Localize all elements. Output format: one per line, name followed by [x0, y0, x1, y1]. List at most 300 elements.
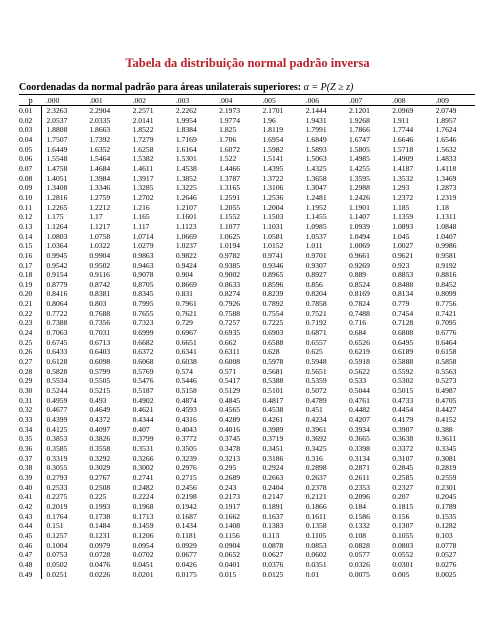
table-cell: 1.0669: [175, 231, 197, 241]
table-cell: 1.293: [392, 183, 410, 193]
table-cell: 1.0803: [46, 231, 68, 241]
table-cell: 1.7279: [132, 134, 154, 144]
table-cell: 0.0778: [435, 540, 457, 550]
table-cell: 0.8274: [219, 289, 241, 299]
table-cell: 0.1332: [349, 521, 370, 531]
table-row: [19, 145, 475, 155]
table-cell: 0.8853: [392, 270, 414, 280]
table-cell: 0.4538: [262, 405, 284, 415]
table-cell: 1.9268: [349, 115, 370, 125]
table-cell: 2.2262: [175, 106, 197, 115]
table-cell: 1.3285: [132, 183, 154, 193]
table-cell: 0.388: [435, 424, 453, 434]
table-cell: 1.185: [392, 202, 410, 212]
table-cell: 0.5592: [392, 366, 414, 376]
table-cell: 0.4761: [349, 395, 370, 405]
table-cell: 0.2585: [392, 472, 414, 482]
table-cell: 1.1123: [175, 221, 197, 231]
table-cell: 1.2873: [435, 183, 457, 193]
table-cell: 1.216: [132, 202, 150, 212]
table-cell: 0.407: [132, 424, 150, 434]
row-p-value: 0.21: [19, 299, 42, 309]
table-cell: 0.1535: [435, 511, 457, 521]
table-cell: 2.1701: [262, 106, 284, 115]
table-cell: 0.1815: [392, 501, 414, 511]
row-p-value: 0.17: [19, 261, 42, 271]
table-row: [19, 512, 475, 522]
row-p-value: 0.11: [19, 203, 42, 213]
table-cell: 0.1206: [132, 530, 154, 540]
table-cell: 0.2327: [392, 482, 414, 492]
table-cell: 0.0401: [219, 559, 241, 569]
row-p-value: 0.23: [19, 318, 42, 328]
table-cell: 0.4427: [435, 405, 457, 415]
table-cell: 0.108: [349, 530, 367, 540]
table-body: [19, 106, 475, 580]
table-cell: 0.0753: [46, 550, 68, 560]
table-cell: 0.5563: [435, 366, 457, 376]
table-cell: 1.6164: [175, 144, 197, 154]
table-cell: 0.3029: [89, 463, 111, 473]
table-cell: 0.716: [349, 318, 367, 328]
table-cell: 0.7655: [132, 308, 154, 318]
table-cell: 0.571: [219, 366, 237, 376]
table-cell: 0.9192: [435, 260, 457, 270]
table-cell: 1.9954: [175, 115, 197, 125]
row-p-value: 0.37: [19, 454, 42, 464]
row-p-value: 0.22: [19, 309, 42, 319]
table-cell: 1.1952: [305, 202, 327, 212]
table-cell: 0.9542: [46, 260, 68, 270]
table-cell: 1.6747: [349, 134, 370, 144]
table-cell: 0.5799: [89, 366, 111, 376]
table-cell: 0.1764: [46, 511, 68, 521]
row-p-value: 0.28: [19, 367, 42, 377]
table-row: [19, 521, 475, 531]
table-cell: 2.1973: [219, 106, 241, 115]
table-cell: 0.3055: [46, 463, 68, 473]
table-cell: 0.2637: [305, 472, 327, 482]
table-cell: 0.7961: [175, 299, 197, 309]
table-cell: 0.1307: [392, 521, 414, 531]
table-cell: 0.2301: [435, 482, 457, 492]
table-cell: 1.5632: [435, 144, 457, 154]
table-cell: 1.3532: [392, 173, 414, 183]
table-cell: 0.5129: [219, 386, 241, 396]
table-cell: 0.1866: [305, 501, 327, 511]
table-cell: 1.0194: [219, 241, 241, 251]
row-p-value: 0.06: [19, 154, 42, 164]
table-cell: 0.0276: [435, 559, 457, 569]
table-cell: 0.4705: [435, 395, 457, 405]
table-row: [19, 299, 475, 309]
table-cell: 0.6464: [435, 337, 457, 347]
table-cell: 1.6646: [392, 134, 414, 144]
table-cell: 2.1201: [349, 106, 370, 115]
table-cell: 1.4538: [175, 163, 197, 173]
table-cell: 0.3451: [262, 443, 284, 453]
table-cell: 1.96: [262, 115, 276, 125]
table-cell: 0.4902: [132, 395, 154, 405]
table-cell: 0.779: [392, 299, 410, 309]
table-cell: 1.0714: [132, 231, 154, 241]
table-cell: 1.4684: [89, 163, 111, 173]
table-cell: 1.4611: [132, 163, 154, 173]
table-cell: 1.8384: [175, 125, 197, 135]
table-cell: 0.1408: [219, 521, 241, 531]
table-cell: 1.4466: [219, 163, 241, 173]
table-cell: 0.1282: [435, 521, 457, 531]
table-cell: 1.2372: [392, 192, 414, 202]
row-p-value: 0.07: [19, 164, 42, 174]
table-cell: 0.9986: [435, 241, 457, 251]
table-cell: 0.0075: [349, 569, 370, 579]
table-row: [19, 492, 475, 502]
table-row: [19, 367, 475, 377]
table-cell: 0.1662: [219, 511, 241, 521]
table-cell: 0.2482: [132, 482, 154, 492]
table-cell: 1.2988: [349, 183, 370, 193]
table-cell: 0.8488: [392, 279, 414, 289]
table-cell: 0.803: [89, 299, 107, 309]
table-cell: 0.5015: [392, 386, 414, 396]
table-cell: 1.2816: [46, 192, 68, 202]
table-cell: 0.7995: [132, 299, 154, 309]
table-cell: 0.0301: [392, 559, 414, 569]
table-cell: 0.7621: [175, 308, 197, 318]
table-cell: 0.295: [219, 463, 237, 473]
table-row: [19, 251, 475, 261]
table-cell: 0.8064: [46, 299, 68, 309]
table-cell: 0.6651: [175, 337, 197, 347]
table-cell: 0.9424: [175, 260, 197, 270]
table-cell: 0.6158: [435, 347, 457, 357]
table-cell: 0.9822: [175, 250, 197, 260]
table-cell: 0.3638: [392, 434, 414, 444]
table-cell: 0.4179: [392, 415, 414, 424]
table-cell: 0.207: [392, 492, 410, 502]
row-p-value: 0.34: [19, 425, 42, 435]
table-cell: 0.1611: [305, 511, 327, 521]
table-cell: 0.243: [219, 482, 237, 492]
table-cell: 0.225: [89, 492, 107, 502]
table-cell: 0.7554: [262, 308, 284, 318]
table-row: [19, 541, 475, 551]
table-cell: 0.1789: [435, 501, 457, 511]
table-cell: 1.1552: [219, 212, 241, 222]
table-cell: 1.2212: [89, 202, 111, 212]
table-cell: 0.3239: [175, 453, 197, 463]
table-cell: 0.9904: [89, 250, 111, 260]
table-cell: 0.3134: [349, 453, 370, 463]
table-cell: 0.1637: [262, 511, 284, 521]
table-cell: 0.7688: [89, 308, 111, 318]
table-cell: 0.0627: [262, 550, 284, 560]
table-cell: 0.0326: [349, 559, 370, 569]
page-title: Tabela da distribuição normal padrão inversa: [125, 56, 370, 70]
table-cell: 0.5978: [262, 357, 284, 367]
table-cell: 1.3658: [305, 173, 327, 183]
table-cell: 0.1181: [175, 530, 197, 540]
table-cell: 0.0476: [89, 559, 111, 569]
table-cell: 1.8522: [132, 125, 154, 135]
table-cell: 0.1459: [132, 521, 154, 531]
table-cell: 0.2533: [46, 482, 68, 492]
table-cell: 1.5548: [46, 154, 68, 164]
table-row: [19, 222, 475, 232]
table-cell: 0.5858: [435, 357, 457, 367]
table-cell: 0.0929: [175, 540, 197, 550]
table-cell: 0.0904: [219, 540, 241, 550]
row-p-value: 0.49: [19, 570, 42, 580]
table-cell: 0.4344: [132, 415, 154, 424]
table-cell: 0.0979: [89, 540, 111, 550]
table-cell: 0.3398: [349, 443, 370, 453]
table-cell: 0.9346: [262, 260, 284, 270]
table-cell: 0.0175: [175, 569, 197, 579]
table-cell: 1.4985: [349, 154, 370, 164]
row-p-value: 0.43: [19, 512, 42, 522]
table-cell: 0.4677: [46, 405, 68, 415]
table-cell: 1.1077: [219, 221, 241, 231]
table-cell: 1.0069: [349, 241, 370, 251]
table-cell: 0.3081: [435, 453, 457, 463]
table-cell: 0.103: [435, 530, 453, 540]
table-header: [19, 95, 475, 106]
table-cell: 0.2224: [132, 492, 154, 502]
table-cell: 0.6219: [349, 347, 370, 357]
table-cell: 0.5388: [262, 376, 284, 386]
table-cell: 1.2004: [262, 202, 284, 212]
table-cell: 0.8633: [219, 279, 241, 289]
table-cell: 0.8239: [262, 289, 284, 299]
table-cell: 0.8345: [132, 289, 154, 299]
table-cell: 0.4987: [435, 386, 457, 396]
table-cell: 1.4187: [392, 163, 414, 173]
table-cell: 0.3585: [46, 443, 68, 453]
table-cell: 1.4118: [435, 163, 457, 173]
table-cell: 0.7421: [435, 308, 457, 318]
row-p-value: 0.01: [19, 106, 42, 116]
table-cell: 0.6341: [175, 347, 197, 357]
table-cell: 0.4649: [89, 405, 111, 415]
table-cell: 0.9782: [219, 250, 241, 260]
table-cell: 0.5215: [89, 386, 111, 396]
table-cell: 0.574: [175, 366, 193, 376]
table-cell: 0.9078: [132, 270, 154, 280]
row-p-value: 0.35: [19, 434, 42, 444]
column-header: .007: [345, 95, 388, 106]
table-cell: 0.3853: [46, 434, 68, 444]
table-cell: 0.7031: [89, 328, 111, 338]
row-p-value: 0.45: [19, 531, 42, 541]
table-cell: 0.9581: [435, 250, 457, 260]
table-row: [19, 434, 475, 444]
table-cell: 1.8957: [435, 115, 457, 125]
row-p-value: 0.31: [19, 396, 42, 406]
table-cell: 0.1358: [305, 521, 327, 531]
table-cell: 2.2571: [132, 106, 154, 115]
table-row: [19, 232, 475, 242]
table-row: [19, 106, 475, 116]
table-cell: 1.1359: [392, 212, 414, 222]
row-p-value: 0.24: [19, 328, 42, 338]
table-cell: 0.7095: [435, 318, 457, 328]
table-cell: 0.923: [392, 260, 410, 270]
table-cell: 0.4565: [219, 405, 241, 415]
table-cell: 0.6311: [219, 347, 240, 357]
table-cell: 1.3852: [175, 173, 197, 183]
table-cell: 1.7169: [175, 134, 197, 144]
table-row: [19, 241, 475, 251]
table-cell: 0.1004: [46, 540, 68, 550]
table-cell: 1.8808: [46, 125, 68, 135]
table-cell: 0.0451: [132, 559, 154, 569]
row-p-value: 0.13: [19, 222, 42, 232]
table-cell: 0.8169: [349, 289, 370, 299]
table-cell: 0.8965: [262, 270, 284, 280]
table-row: [19, 550, 475, 560]
table-row: [19, 444, 475, 454]
row-p-value: 0.02: [19, 116, 42, 126]
table-cell: 0.8452: [435, 279, 457, 289]
table-cell: 0.6038: [175, 357, 197, 367]
row-p-value: 0.16: [19, 251, 42, 261]
table-cell: 1.7392: [89, 134, 111, 144]
table-cell: 0.533: [349, 376, 367, 386]
table-cell: 0.6999: [132, 328, 154, 338]
table-cell: 0.6967: [175, 328, 197, 338]
alpha-formula: α = P(Z ≥ z): [303, 82, 354, 93]
row-p-value: 0.39: [19, 473, 42, 483]
table-cell: 0.6403: [89, 347, 111, 357]
table-cell: 1.706: [219, 134, 237, 144]
row-p-value: 0.27: [19, 357, 42, 367]
table-row: [19, 405, 475, 415]
table-cell: 0.113: [262, 530, 280, 540]
inverse-normal-table: [19, 94, 475, 579]
table-cell: 0.1055: [392, 530, 414, 540]
table-cell: 0.6128: [46, 357, 68, 367]
table-cell: 0.9002: [219, 270, 241, 280]
table-cell: 0.5769: [132, 366, 154, 376]
table-cell: 0.8416: [46, 289, 68, 299]
table-cell: 0.7521: [305, 308, 327, 318]
row-p-value: 0.08: [19, 174, 42, 184]
table-cell: 1.4051: [46, 173, 68, 183]
row-p-value: 0.46: [19, 541, 42, 551]
column-header: .000: [42, 95, 85, 106]
table-cell: 0.3719: [262, 434, 284, 444]
table-cell: 2.0537: [46, 115, 68, 125]
table-cell: 0.3186: [262, 453, 284, 463]
table-row: [19, 338, 475, 348]
table-row: [19, 376, 475, 386]
table-cell: 0.0025: [435, 569, 457, 579]
table-cell: 1.4833: [435, 154, 457, 164]
table-cell: 0.9269: [349, 260, 370, 270]
table-cell: 1.0581: [262, 231, 284, 241]
header-p: p: [19, 95, 42, 106]
column-header: .004: [215, 95, 258, 106]
table-cell: 0.4593: [175, 405, 197, 415]
table-cell: 1.1455: [305, 212, 327, 222]
table-cell: 2.2904: [89, 106, 111, 115]
table-cell: 0.8779: [46, 279, 68, 289]
table-cell: 0.5948: [305, 357, 327, 367]
table-row: [19, 357, 475, 367]
row-p-value: 0.12: [19, 212, 42, 222]
table-cell: 1.0027: [392, 241, 414, 251]
table-row: [19, 570, 475, 580]
table-row: [19, 183, 475, 193]
table-cell: 2.0969: [392, 106, 414, 115]
table-cell: 0.0652: [219, 550, 241, 560]
table-cell: 0.005: [392, 569, 410, 579]
row-p-value: 0.30: [19, 386, 42, 396]
row-p-value: 0.18: [19, 270, 42, 280]
table-cell: 0.3213: [219, 453, 241, 463]
table-cell: 0.0125: [262, 569, 284, 579]
column-header: .006: [302, 95, 345, 106]
table-cell: 0.7454: [392, 308, 414, 318]
table-cell: 0.9863: [132, 250, 154, 260]
table-cell: 0.2456: [175, 482, 197, 492]
table-cell: 0.2741: [132, 472, 154, 482]
table-cell: 0.8524: [349, 279, 370, 289]
table-cell: 0.9116: [89, 270, 110, 280]
table-cell: 1.5063: [305, 154, 327, 164]
table-cell: 0.7926: [219, 299, 241, 309]
table-cell: 1.5301: [175, 154, 197, 164]
table-cell: 0.3665: [349, 434, 370, 444]
table-cell: 0.4817: [262, 395, 284, 405]
row-p-value: 0.25: [19, 338, 42, 348]
table-cell: 2.0749: [435, 106, 457, 115]
table-row: [19, 203, 475, 213]
table-cell: 0.6526: [349, 337, 370, 347]
table-cell: 1.6072: [219, 144, 241, 154]
table-cell: 0.0878: [262, 540, 284, 550]
table-row: [19, 280, 475, 290]
table-cell: 0.5681: [262, 366, 284, 376]
table-cell: 0.4372: [89, 415, 111, 424]
table-cell: 0.0602: [305, 550, 327, 560]
table-cell: 0.1942: [175, 501, 197, 511]
table-cell: 0.7892: [262, 299, 284, 309]
table-cell: 0.3107: [392, 453, 414, 463]
table-row: [19, 415, 475, 425]
table-cell: 0.3372: [392, 443, 414, 453]
table-cell: 1.3917: [132, 173, 154, 183]
table-cell: 0.0502: [46, 559, 68, 569]
table-cell: 0.4399: [46, 415, 68, 424]
table-cell: 0.7192: [305, 318, 327, 328]
table-cell: 0.2173: [219, 492, 241, 502]
table-cell: 0.0803: [392, 540, 414, 550]
table-cell: 0.8099: [435, 289, 457, 299]
table-cell: 0.9945: [46, 250, 68, 260]
table-cell: 1.6849: [305, 134, 327, 144]
table-cell: 0.5359: [305, 376, 327, 386]
table-cell: 0.01: [305, 569, 320, 579]
table-cell: 0.7323: [132, 318, 154, 328]
table-cell: 1.6449: [46, 144, 68, 154]
table-cell: 1.2265: [46, 202, 68, 212]
table-cell: 1.0985: [305, 221, 327, 231]
table-cell: 0.0527: [435, 550, 457, 560]
table-cell: 0.7488: [349, 308, 370, 318]
